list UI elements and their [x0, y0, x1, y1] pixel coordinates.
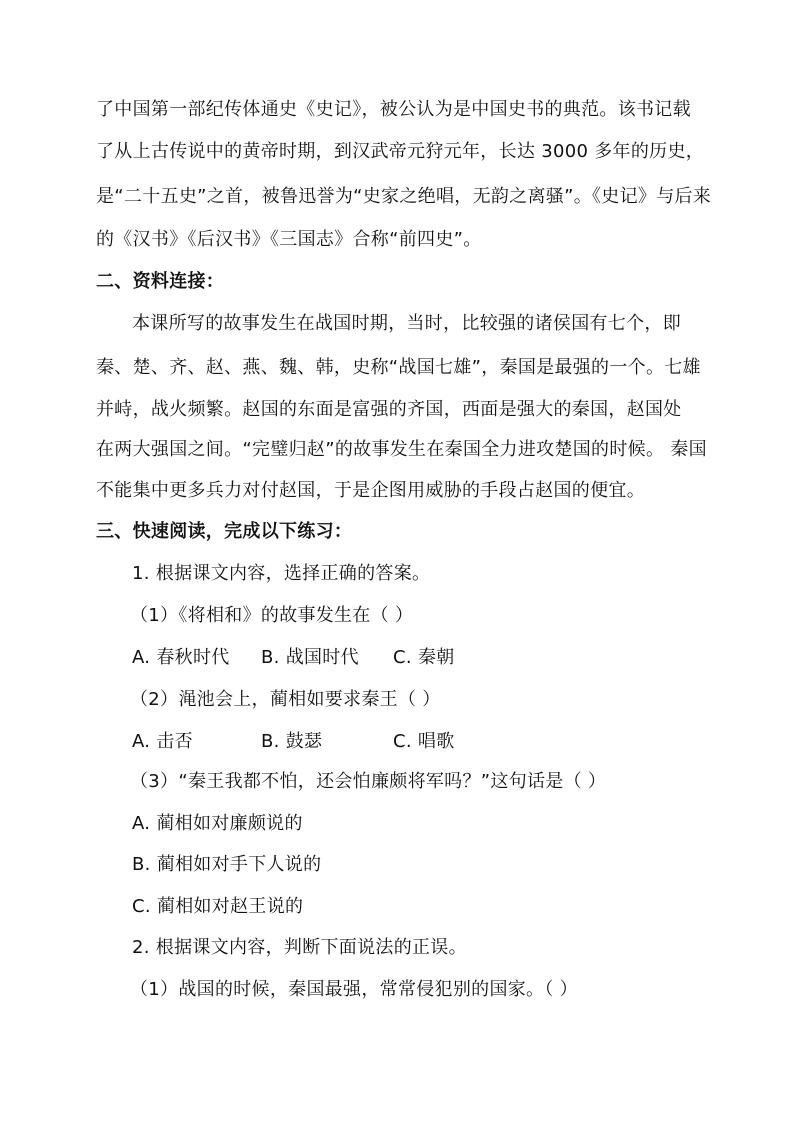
section-3-heading: 三、快速阅读，完成以下练习：: [96, 521, 353, 542]
option-b: B. 战国时代: [261, 647, 359, 668]
option-c: C. 秦朝: [393, 647, 455, 668]
intro-line: 是“二十五史”之首，被鲁迅誉为“史家之绝唱，无韵之离骚”。《史记》与后来: [96, 186, 712, 207]
question-1-1: （1）《将相和》的故事发生在（ ）: [130, 605, 414, 626]
question-1-2: （2）渑池会上，蔺相如要求秦王（ ）: [130, 689, 441, 710]
paragraph-line: 在两大强国之间。“完璧归赵”的故事发生在秦国全力进攻楚国的时候。 秦国: [96, 439, 707, 460]
option-a: A. 春秋时代: [132, 647, 230, 668]
option-b: B. 鼓瑟: [261, 731, 323, 752]
paragraph-line: 并峙，战火频繁。赵国的东面是富强的齐国，西面是强大的秦国，赵国处: [96, 399, 682, 420]
section-2-heading: 二、资料连接：: [96, 271, 225, 292]
question-2-1: （1）战国的时候，秦国最强，常常侵犯别的国家。（ ）: [130, 979, 578, 1000]
intro-line: 的《汉书》《后汉书》《三国志》合称“前四史”。: [96, 229, 482, 250]
paragraph-line: 本课所写的故事发生在战国时期，当时，比较强的诸侯国有七个，即: [132, 313, 681, 334]
option-a: A. 蔺相如对廉颇说的: [132, 813, 303, 834]
question-1-title: 1. 根据课文内容，选择正确的答案。: [132, 563, 431, 584]
intro-line: 了从上古传说中的黄帝时期，到汉武帝元狩元年，长达 3000 多年的历史，: [96, 141, 705, 162]
option-c: C. 唱歌: [393, 731, 455, 752]
paragraph-line: 不能集中更多兵力对付赵国，于是企图用威胁的手段占赵国的便宜。: [96, 480, 645, 501]
intro-line: 了中国第一部纪传体通史《史记》，被公认为是中国史书的典范。该书记载: [96, 99, 691, 120]
question-1-3: （3）“秦王我都不怕，还会怕廉颇将军吗？”这句话是（ ）: [130, 771, 607, 792]
option-c: C. 蔺相如对赵王说的: [132, 896, 304, 917]
option-a: A. 击否: [132, 731, 193, 752]
question-2-title: 2. 根据课文内容，判断下面说法的正误。: [132, 937, 467, 958]
option-b: B. 蔺相如对手下人说的: [132, 854, 322, 875]
paragraph-line: 秦、楚、齐、赵、燕、魏、韩，史称“战国七雄”，秦国是最强的一个。七雄: [96, 357, 701, 378]
